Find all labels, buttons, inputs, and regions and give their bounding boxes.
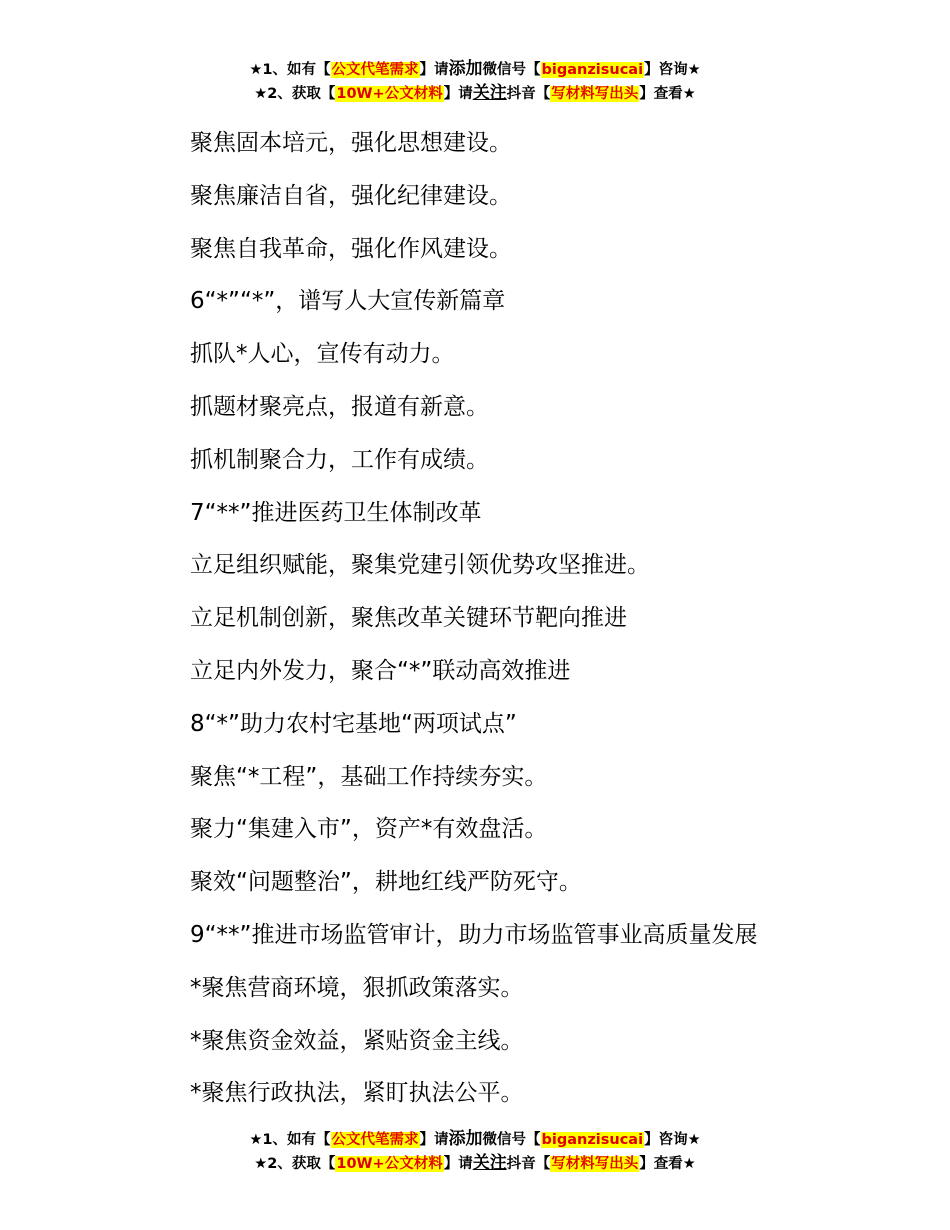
emphasis-follow: 关注 — [472, 1153, 507, 1173]
text-line: 聚焦固本培元，强化思想建设。 — [190, 130, 512, 156]
highlight-materials: 10W+公文材料 — [336, 1156, 443, 1172]
banner-text: 2、获取【 — [267, 1156, 336, 1172]
footer-banner — [0, 1128, 950, 1176]
text-line: 抓队*人心，宣传有动力。 — [190, 341, 455, 368]
section-heading: 6“*”“*”，谱写人大宣传新篇章 — [190, 288, 506, 315]
star-icon: ★ — [254, 86, 268, 102]
banner-text: 】请 — [419, 62, 449, 78]
highlight-wechat-id: biganzisucai — [541, 62, 644, 78]
highlight-materials: 10W+公文材料 — [336, 86, 443, 102]
text-line: 抓题材聚亮点，报道有新意。 — [190, 393, 489, 420]
text-line: 立足机制创新，聚焦改革关键环节靶向推进 — [190, 605, 627, 632]
text-line: 聚力“集建入市”，资产*有效盘活。 — [190, 816, 548, 843]
section-heading: 8“*”助力农村宅基地“两项试点” — [190, 710, 517, 737]
banner-line-1 — [0, 1128, 950, 1152]
text-line: 聚焦自我革命，强化作风建设。 — [190, 235, 512, 262]
banner-text: 抖音【 — [506, 86, 551, 102]
star-icon: ★ — [682, 1156, 696, 1172]
banner-text: 2、获取【 — [267, 86, 336, 102]
banner-text: 】咨询 — [644, 1132, 688, 1148]
highlight-douyin-account: 写材料写出头 — [551, 86, 639, 102]
highlight-wechat-id: biganzisucai — [541, 1132, 644, 1148]
star-icon: ★ — [249, 1132, 263, 1148]
banner-line-1 — [0, 58, 950, 82]
text-line: 立足内外发力，聚合“*”联动高效推进 — [190, 657, 571, 684]
banner-line-2 — [0, 82, 950, 106]
banner-text: 1、如有【 — [262, 1132, 331, 1148]
banner-text: 1、如有【 — [262, 62, 331, 78]
banner-text: 微信号【 — [482, 62, 541, 78]
section-heading: 9“**”推进市场监管审计，助力市场监管事业高质量发展 — [190, 921, 758, 948]
banner-text: 微信号【 — [482, 1132, 541, 1148]
header-banner — [0, 58, 950, 106]
banner-line-2 — [0, 1152, 950, 1176]
text-line: 抓机制聚合力，工作有成绩。 — [190, 446, 489, 473]
banner-text: 】请 — [443, 86, 473, 102]
document-body — [190, 117, 890, 1120]
star-icon: ★ — [687, 1132, 701, 1148]
star-icon: ★ — [254, 1156, 268, 1172]
text-line: 聚效“问题整治”，耕地红线严防死守。 — [190, 869, 582, 896]
text-line: 立足组织赋能，聚集党建引领优势攻坚推进。 — [190, 552, 650, 579]
banner-text: 】查看 — [639, 1156, 683, 1172]
emphasis-follow: 关注 — [472, 83, 507, 103]
text-line: *聚焦行政执法，紧盯执法公平。 — [190, 1080, 524, 1107]
highlight-service: 公文代笔需求 — [331, 1132, 419, 1148]
emphasis-add: 添加 — [448, 1129, 483, 1149]
banner-text: 抖音【 — [506, 1156, 551, 1172]
star-icon: ★ — [687, 62, 701, 78]
star-icon: ★ — [249, 62, 263, 78]
highlight-service: 公文代笔需求 — [331, 62, 419, 78]
banner-text: 】咨询 — [644, 62, 688, 78]
text-line: 聚焦廉洁自省，强化纪律建设。 — [190, 182, 512, 209]
banner-text: 】查看 — [639, 86, 683, 102]
text-line: *聚焦营商环境，狠抓政策落实。 — [190, 974, 524, 1001]
text-line: 聚焦“*工程”，基础工作持续夯实。 — [190, 763, 548, 790]
emphasis-add: 添加 — [448, 59, 483, 79]
highlight-douyin-account: 写材料写出头 — [551, 1156, 639, 1172]
banner-text: 】请 — [443, 1156, 473, 1172]
text-line: *聚焦资金效益，紧贴资金主线。 — [190, 1027, 524, 1054]
star-icon: ★ — [682, 86, 696, 102]
banner-text: 】请 — [419, 1132, 449, 1148]
section-heading: 7“**”推进医药卫生体制改革 — [190, 499, 482, 526]
